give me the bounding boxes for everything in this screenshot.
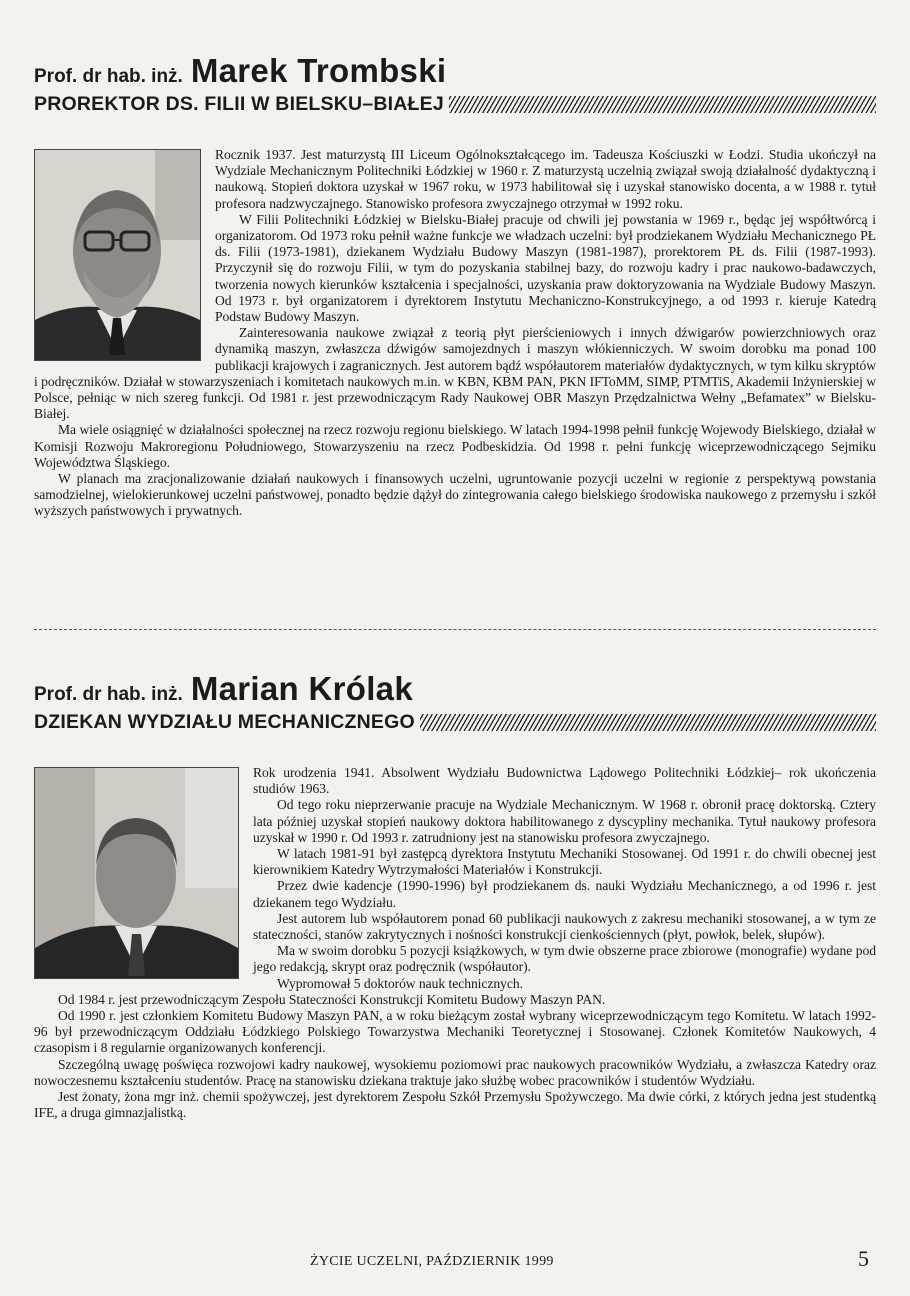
position-line [34, 91, 876, 117]
bio-paragraph: Wypromował 5 doktorów nauk technicznych. [277, 975, 523, 991]
person-name: Marian Królak [190, 670, 413, 707]
academic-titles: Prof. dr hab. inż. [34, 66, 183, 87]
position-line [34, 709, 876, 735]
bio-paragraph: Ma w swoim dorobku 5 pozycji książkowych, w tym dwie obszerne prace zbiorowe (monografie) wydane pod jego redakcją, skrypt oraz podręcznik (współautor). [253, 943, 876, 975]
bio-paragraph: Rocznik 1937. Jest maturzystą III Liceum Ogólnokształcącego im. Tadeusza Kościuszki w Łodzi. Studia ukończył na Wydziale Mechanicznym Politechniki Łódzkiej w 1960 r. Z maturzystą uczelnią związał swoją działalność dydaktyczną i naukową. Stopień doktora uzyskał w 1967 roku, w 1973 habilitował się i uzyskał stanowisko docenta, a w 1988 r. tytuł profesora nadzwyczajnego. Stanowisko profesora zwyczajnego otrzymał w 1992 roku. [215, 147, 876, 211]
page-number: 5 [858, 1246, 869, 1271]
hatch-rule [420, 714, 876, 731]
hatch-rule [449, 96, 876, 113]
person-name: Marek Trombski [190, 52, 447, 89]
bio-paragraph: Od tego roku nieprzerwanie pracuje na Wydziale Mechanicznym. W 1968 r. obronił pracę doktorską. Cztery lata później uzyskał stopień naukowy doktora habilitowanego z dyscypliny mechanika. Tytuł naukowy profesora uzyskał w 1990 r. Od 1993 r. zatrudniony jest na stanowisku profesora zwyczajnego. [253, 797, 876, 845]
section-divider [34, 629, 876, 630]
profile-heading [34, 672, 876, 705]
bio-paragraph: Od 1984 r. jest przewodniczącym Zespołu Stateczności Konstrukcji Komitetu Budowy Maszyn PAN. [58, 991, 606, 1007]
biography-text [34, 147, 876, 520]
bio-paragraph: Rok urodzenia 1941. Absolwent Wydziału Budownictwa Lądowego Politechniki Łódzkiej– rok ukończenia studiów 1963. [253, 765, 876, 797]
bio-paragraph: Jest żonaty, żona mgr inż. chemii spożywczej, jest dyrektorem Zespołu Szkół Przemysłu Spożywczego. Ma dwie córki, z których jedna jest studentką IFE, a druga gimnazjalistką. [34, 1089, 876, 1121]
position-title: DZIEKAN WYDZIAŁU MECHANICZNEGO [34, 710, 415, 733]
bio-paragraph: Szczególną uwagę poświęca rozwojowi kadry naukowej, wysokiemu poziomowi prac naukowych pracowników Wydziału, a zwłaszcza Katedry oraz nowoczesnemu kształceniu studentów. Pracę na stanowisku dziekana traktuje jako służbę wobec pracowników i studentów Wydziału. [34, 1056, 876, 1088]
bio-paragraph: Przez dwie kadencje (1990-1996) był prodziekanem ds. nauki Wydziału Mechanicznego, a od 1996 r. jest dziekanem tego Wydziału. [253, 878, 876, 910]
bio-paragraph: Ma wiele osiągnięć w działalności społecznej na rzecz rozwoju regionu bielskiego. W latach 1994-1998 pełnił funkcję Wojewody Bielskiego, działał w Komisji Rozwoju Makroregionu Południowego, Stowarzyszeniu na rzecz Podbeskidzia. Od 1998 r. pełni funkcję wiceprzewodniczącego Sejmiku Województwa Śląskiego. [34, 422, 876, 470]
bio-paragraph: Zainteresowania naukowe związał z teorią płyt pierścieniowych i innych dźwigarów powierzchniowych oraz dynamiką maszyn, zwłaszcza dźwigów samojezdnych i maszyn włókienniczych. W swoim dorobku ma ponad 100 publikacji krajowych i zagranicznych. Jest autorem bądź współautorem materiałów dydaktycznych, w tym kilku skryptów i podręczników. Działał w stowarzyszeniach i komitetach naukowych m.in. w KBN, KBM PAN, PKN IFToMM, SIMP, PTMTiS, Akademii Inżynierskiej w Polsce, pełniąc w nich szereg funkcji. Od 1981 r. jest przewodniczącym Rady Naukowej OBR Maszyn Przędzalnictwa Wełny „Befamatex” w Bielsku-Białej. [34, 325, 876, 422]
biography-text [34, 765, 876, 1121]
academic-titles: Prof. dr hab. inż. [34, 684, 183, 705]
bio-paragraph: Jest autorem lub współautorem ponad 60 publikacji naukowych z zakresu mechaniki stosowanej, a w tym ze stateczności, stanów zakrytycznych i nośności konstrukcji cienkościennych (płyt, powłok, belek, słupów). [253, 910, 876, 943]
profile-heading [34, 54, 876, 87]
page-footer [310, 1254, 554, 1270]
profile-krolak [34, 672, 876, 735]
bio-paragraph: W latach 1981-91 był zastępcą dyrektora Instytutu Mechaniki Stosowanej. Od 1991 r. do chwili obecnej jest kierownikiem Katedry Wytrzymałości Materiałów i Konstrukcji. [253, 846, 876, 878]
publication-name: ŻYCIE UCZELNI, [310, 1254, 423, 1269]
bio-paragraph: W planach ma zracjonalizowanie działań naukowych i finansowych uczelni, ugruntowanie pozycji uczelni w regionie z perspektywą powstania samodzielnej, wielokierunkowej uczelni państwowej, ponadto będzie dążył do zintegrowania całego bielskiego środowiska naukowego z przemysłu i szkół wyższych państwowych i prywatnych. [34, 471, 876, 519]
position-title: PROREKTOR DS. FILII W BIELSKU–BIAŁEJ [34, 92, 444, 115]
bio-paragraph: Od 1990 r. jest członkiem Komitetu Budowy Maszyn PAN, a w roku bieżącym został wybrany wiceprzewodniczącym tego Komitetu. W latach 1992-96 był przewodniczącym Oddziału Łódzkiego Polskiego Towarzystwa Mechaniki Teoretycznej i Stosowanej. Członek Komitetów Naukowych, 4 czasopism i 8 regularnie organizowanych konferencji. [34, 1008, 876, 1056]
bio-paragraph: W Filii Politechniki Łódzkiej w Bielsku-Białej pracuje od chwili jej powstania w 1969 r., będąc jej współtwórcą i organizatorom. Od 1973 roku pełnił ważne funkcje we władzach uczelni: był prodziekanem Wydziału Mechanicznego PŁ ds. Filii (1973-1981), dziekanem Wydziału Budowy Maszyn (1981-1987), prorektorem PŁ ds. Filii (1987-1993). Przyczynił się do rozwoju Filii, w tym do pozyskania stabilnej bazy, do rozwoju kadry i prac naukowo-badawczych, tworzenia nowych kierunków kształcenia i specjalności, uzyskania praw doktoryzowania na Wydziale Budowy Maszyn. Od 1973 r. był organizatorem i dyrektorem Instytutu Mechaniczno-Konstrukcyjnego, a od 1993 r. kieruje Katedrą Podstaw Budowy Maszyn. [215, 211, 876, 325]
profile-trombski [34, 54, 876, 117]
issue-date: PAŹDZIERNIK 1999 [426, 1254, 554, 1269]
